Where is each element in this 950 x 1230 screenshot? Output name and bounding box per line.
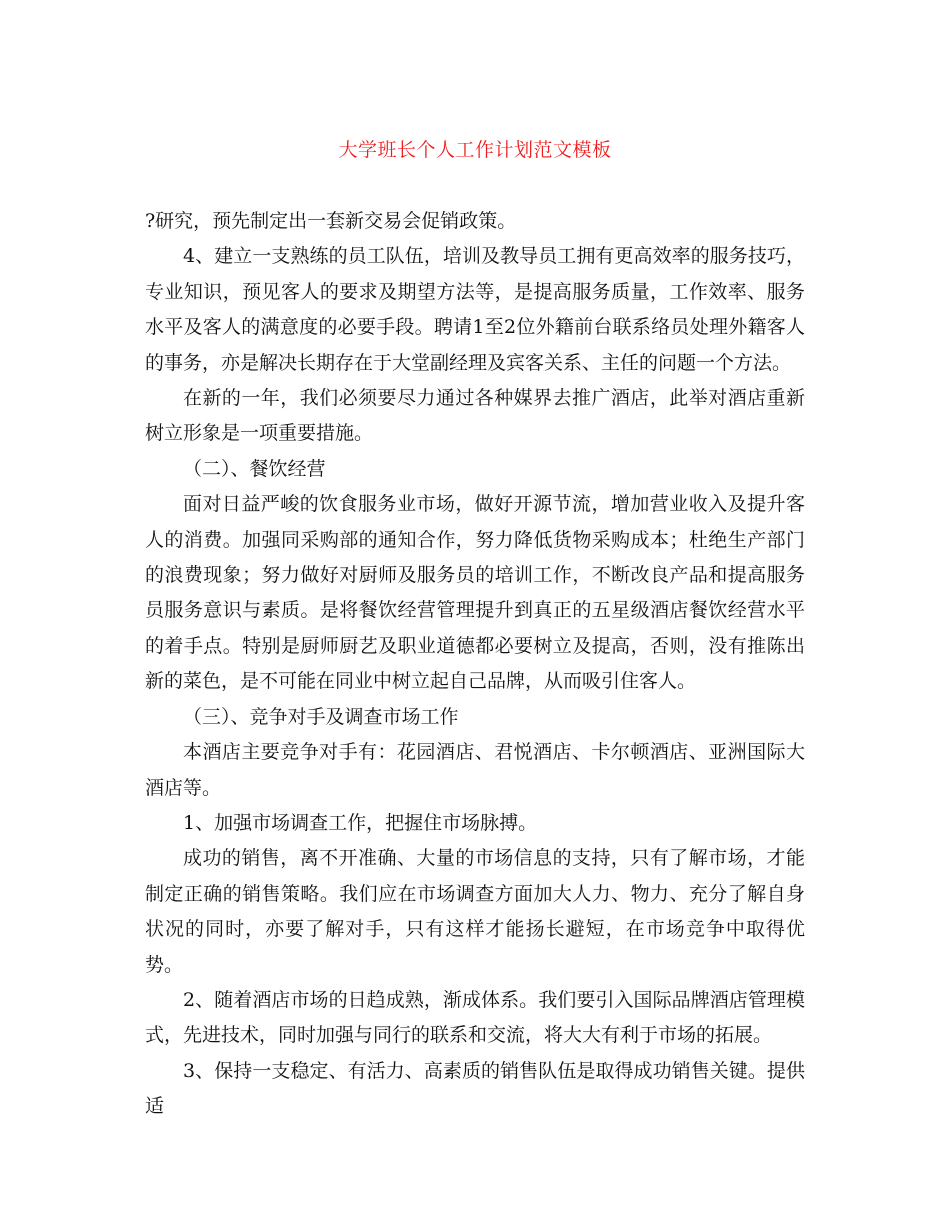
paragraph-continuation: ?研究，预先制定出一套新交易会促销政策。 — [145, 210, 517, 232]
document-title: 大学班长个人工作计划范文模板 — [338, 139, 612, 161]
paragraph-catering: 面对日益严峻的饮食服务业市场，做好开源节流，增加营业收入及提升客人的消费。加强同采购部的通知合作，努力降低货物采购成本；杜绝生产部门的浪费现象；努力做好对厨师及服务员的培训工作，不断改良产品和提高服务员服务意识与素质。是将餐饮经营管理提升到真正的五星级酒店餐饮经营水平的着手点。特别是厨师厨艺及职业道德都必要树立及提高，否则，没有推陈出新的菜色，是不可能在同业中树立起自己品牌，从而吸引住客人。 — [145, 493, 805, 693]
section-heading-competition: （三）、竞争对手及调查市场工作 — [183, 705, 459, 728]
section-heading-catering: （二）、餐饮经营 — [183, 457, 326, 480]
paragraph-market-research: 成功的销售，离不开准确、大量的市场信息的支持，只有了解市场，才能制定正确的销售策略。我们应在市场调查方面加大人力、物力、充分了解自身状况的同时，亦要了解对手，只有这样才能扬长避短，在市场竞争中取得优势。 — [145, 847, 805, 976]
paragraph-item-4: 4、建立一支熟练的员工队伍，培训及教导员工拥有更高效率的服务技巧，专业知识，预见客人的要求及期望方法等，是提高服务质量，工作效率、服务水平及客人的满意度的必要手段。聘请1至2位外籍前台联系络员处理外籍客人的事务，亦是解决长期存在于大堂副经理及宾客关系、主任的问题一个方法。 — [145, 245, 805, 374]
paragraph-item-3: 3、保持一支稳定、有活力、高素质的销售队伍是取得成功销售关键。提供适 — [145, 1059, 805, 1118]
document-body — [145, 204, 805, 1125]
paragraph-promotion: 在新的一年，我们必须要尽力通过各种媒界去推广酒店，此举对酒店重新树立形象是一项重要措施。 — [145, 387, 805, 445]
paragraph-item-2: 2、随着酒店市场的日趋成熟，渐成体系。我们要引入国际品牌酒店管理模式，先进技术，同时加强与同行的联系和交流，将大大有利于市场的拓展。 — [145, 988, 805, 1047]
paragraph-competitors: 本酒店主要竞争对手有：花园酒店、君悦酒店、卡尔顿酒店、亚洲国际大酒店等。 — [145, 741, 805, 799]
paragraph-item-1: 1、加强市场调查工作，把握住市场脉搏。 — [183, 811, 538, 834]
